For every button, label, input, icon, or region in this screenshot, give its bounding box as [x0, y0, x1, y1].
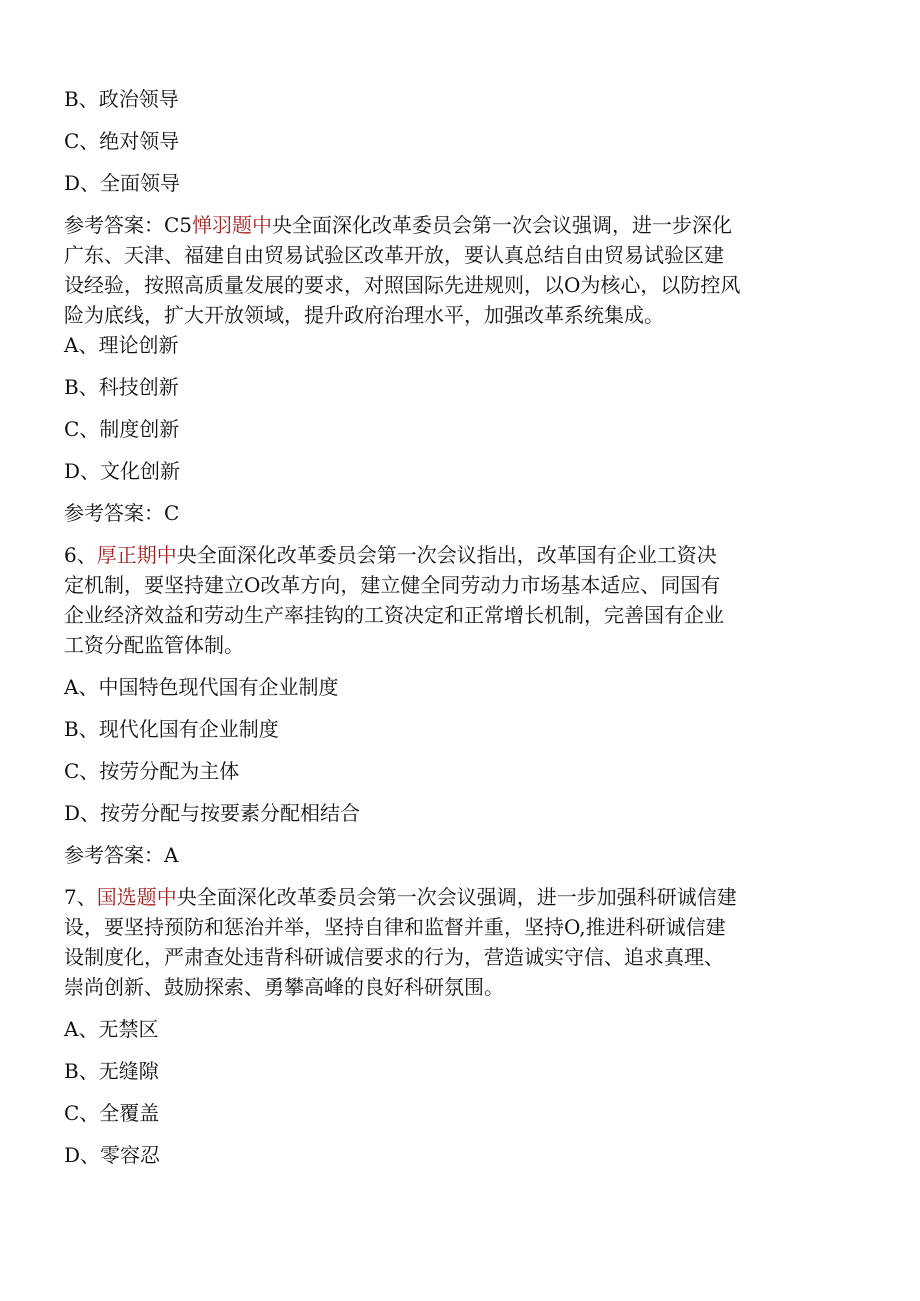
option-d: D、文化创新	[64, 459, 181, 483]
option-b: B、现代化国有企业制度	[64, 717, 279, 741]
option-c: C、制度创新	[64, 417, 180, 441]
question-6-stem-line: 企业经济效益和劳动生产率挂钩的工资决定和正常增长机制，完善国有企业	[64, 603, 724, 627]
question-5-stem-line: 央全面深化改革委员会第一次会议强调，进一步深化	[272, 213, 733, 237]
question-6-stem-line	[64, 540, 856, 570]
question-6-stem-line: 工资分配监管体制。	[64, 633, 244, 657]
option-d: D、零容忍	[64, 1143, 161, 1167]
option-b: B、无缝隙	[64, 1059, 159, 1083]
option-a: A、理论创新	[64, 333, 179, 357]
answer-text: 参考答案：C5	[64, 213, 193, 237]
question-7-stem-line: 崇尚创新、鼓励探索、勇攀高峰的良好科研氛围。	[64, 975, 504, 999]
question-7-number: 7、	[64, 885, 97, 909]
question-5-stem-line: 设经验，按照高质量发展的要求，对照国际先进规则，以O为核心，以防控风	[64, 273, 741, 297]
document-page	[64, 84, 856, 1182]
option-c: C、按劳分配为主体	[64, 759, 240, 783]
question-7-stem-line: 设制度化，严肃查处违背科研诚信要求的行为，营造诚实守信、追求真理、	[64, 945, 724, 969]
question-6-red-text: 厚正期中	[96, 543, 177, 567]
answer-text: 参考答案：A	[64, 843, 179, 867]
option-a: A、无禁区	[64, 1017, 159, 1041]
question-5-red-text: 惮羽题中	[192, 213, 273, 237]
question-6-stem-line: 定机制，要坚持建立O改革方向，建立健全同劳动力市场基本适应、同国有	[64, 573, 721, 597]
question-7-stem-line: 设，要坚持预防和惩治并举，坚持自律和监督并重，坚持O,推进科研诚信建	[64, 915, 726, 939]
option-d: D、按劳分配与按要素分配相结合	[64, 801, 361, 825]
question-6-stem-text: 央全面深化改革委员会第一次会议指出，改革国有企业工资决	[176, 543, 717, 567]
question-5-stem-line: 广东、天津、福建自由贸易试验区改革开放，要认真总结自由贸易试验区建	[64, 243, 724, 267]
option-b: B、科技创新	[64, 375, 179, 399]
question-5-stem-line: 险为底线，扩大开放领域，提升政府治理水平，加强改革系统集成。	[64, 303, 664, 327]
question-7-red-text: 国选题中	[96, 885, 177, 909]
question-7-stem-line	[64, 882, 856, 912]
question-6-number: 6、	[64, 543, 97, 567]
option-c: C、全覆盖	[64, 1101, 160, 1125]
option-c: C、绝对领导	[64, 129, 180, 153]
answer-and-question-5-stem	[64, 210, 856, 240]
option-b: B、政治领导	[64, 87, 179, 111]
option-d: D、全面领导	[64, 171, 181, 195]
option-a: A、中国特色现代国有企业制度	[64, 675, 339, 699]
answer-text: 参考答案：C	[64, 501, 180, 525]
question-7-stem-text: 央全面深化改革委员会第一次会议强调，进一步加强科研诚信建	[176, 885, 737, 909]
